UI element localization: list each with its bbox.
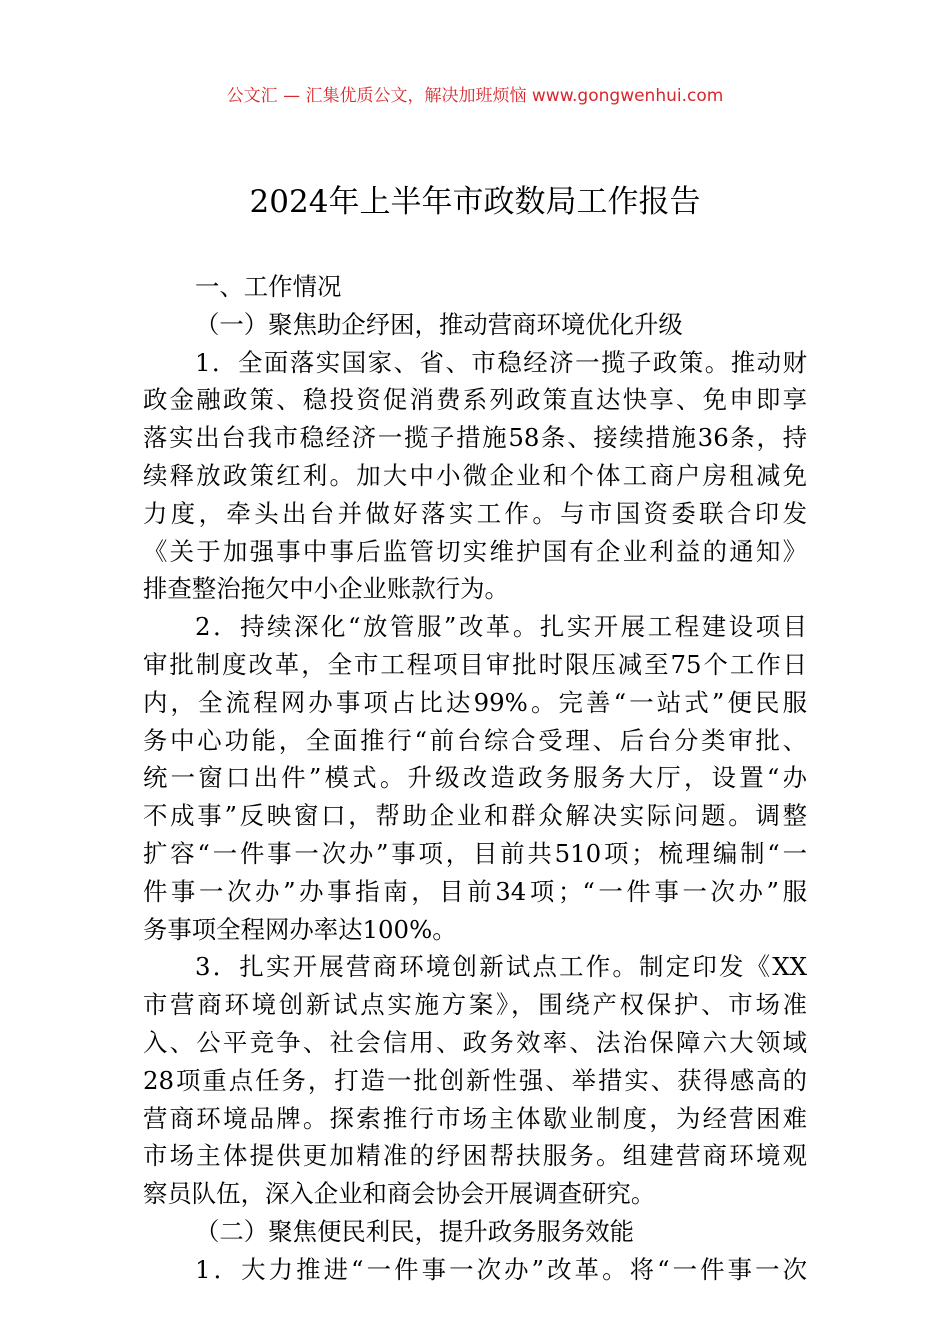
subsection-heading: （二）聚焦便民利民，提升政务服务效能: [195, 1216, 635, 1246]
paragraph-line: 察员队伍，深入企业和商会协会开展调查研究。: [143, 1179, 656, 1209]
document-body: [143, 268, 807, 1289]
document-title: 2024年上半年市政数局工作报告: [249, 184, 701, 220]
paragraph-line: 1．大力推进“一件事一次办”改革。将“一件事一次: [195, 1254, 807, 1284]
site-banner: 公文汇 — 汇集优质公文，解决加班烦恼 www.gongwenhui.com: [226, 86, 724, 106]
section-heading: 一、工作情况: [195, 272, 342, 301]
paragraph-line: 统一窗口出件”模式。升级改造政务服务大厅，设置“办: [143, 763, 807, 793]
paragraph-line: 市场主体提供更加精准的纾困帮扶服务。组建营商环境观: [143, 1141, 807, 1171]
paragraph-line: 务事项全程网办率达100%。: [143, 914, 457, 944]
paragraph-line: 落实出台我市稳经济一揽子措施58条、接续措施36条，持: [143, 423, 807, 453]
paragraph-line: 不成事”反映窗口，帮助企业和群众解决实际问题。调整: [143, 801, 807, 831]
paragraph-line: 排查整治拖欠中小企业账款行为。: [143, 574, 509, 604]
paragraph-line: 《关于加强事中事后监管切实维护国有企业利益的通知》: [143, 536, 807, 566]
paragraph-line: 力度，牵头出台并做好落实工作。与市国资委联合印发: [143, 498, 807, 528]
paragraph-line: 市营商环境创新试点实施方案》，围绕产权保护、市场准: [143, 990, 807, 1020]
paragraph-line: 扩容“一件事一次办”事项，目前共510项；梳理编制“一: [143, 838, 807, 868]
paragraph-line: 政金融政策、稳投资促消费系列政策直达快享、免申即享: [143, 385, 807, 415]
paragraph-line: 1．全面落实国家、省、市稳经济一揽子政策。推动财: [195, 347, 807, 377]
paragraph-line: 3．扎实开展营商环境创新试点工作。制定印发《XX: [195, 952, 807, 982]
paragraph-line: 28项重点任务，打造一批创新性强、举措实、获得感高的: [143, 1065, 807, 1095]
paragraph-line: 入、公平竞争、社会信用、政务效率、法治保障六大领域: [143, 1027, 807, 1057]
subsection-heading: （一）聚焦助企纾困，推动营商环境优化升级: [195, 309, 683, 339]
paragraph-line: 内，全流程网办事项占比达99%。完善“一站式”便民服: [143, 687, 807, 717]
paragraph-line: 2．持续深化“放管服”改革。扎实开展工程建设项目: [195, 612, 807, 642]
paragraph-line: 件事一次办”办事指南，目前34项；“一件事一次办”服: [143, 876, 807, 906]
paragraph-line: 续释放政策红利。加大中小微企业和个体工商户房租减免: [143, 460, 807, 490]
paragraph-line: 审批制度改革，全市工程项目审批时限压减至75个工作日: [143, 649, 807, 679]
paragraph-line: 营商环境品牌。探索推行市场主体歇业制度，为经营困难: [143, 1103, 807, 1133]
paragraph-line: 务中心功能，全面推行“前台综合受理、后台分类审批、: [143, 725, 807, 755]
